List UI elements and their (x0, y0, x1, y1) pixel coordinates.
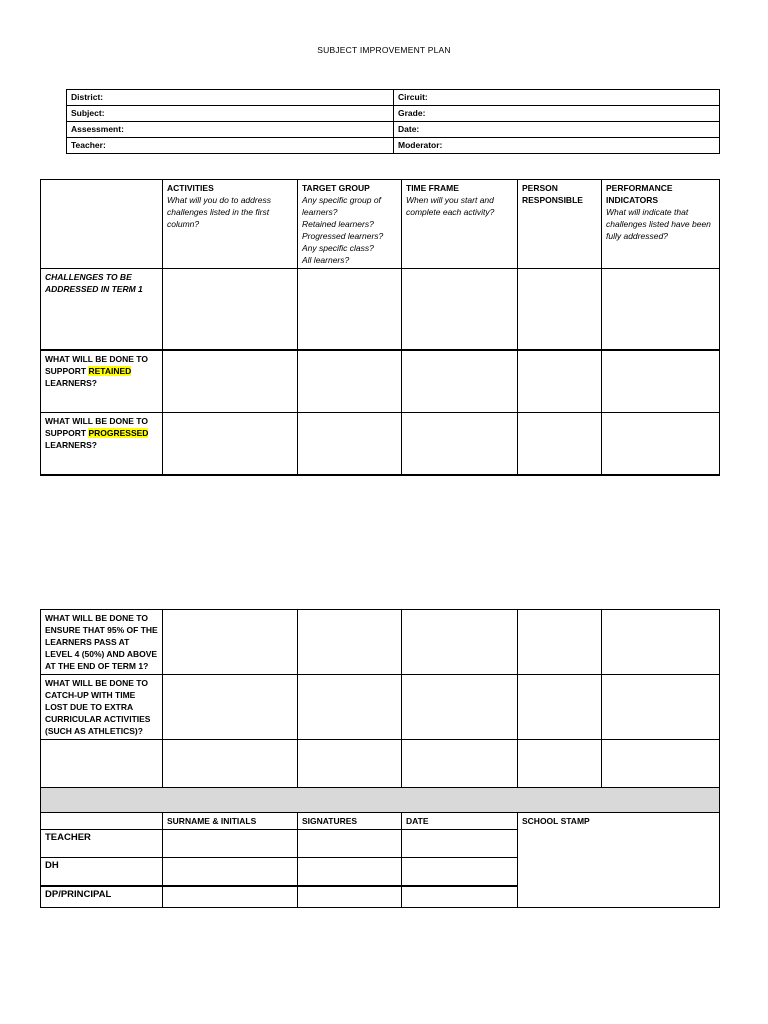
table-row (41, 610, 720, 675)
table-cell[interactable] (402, 886, 518, 908)
date-field[interactable]: Date: (394, 122, 720, 138)
table-row (41, 413, 720, 475)
signoff-header-row (41, 813, 720, 830)
table-cell[interactable] (602, 350, 720, 413)
table-cell[interactable] (163, 858, 298, 886)
surname-header: SURNAME & INITIALS (163, 813, 298, 830)
grade-field[interactable]: Grade: (394, 106, 720, 122)
person-title: PERSON RESPONSIBLE (522, 183, 583, 205)
grey-divider (41, 788, 720, 813)
table-cell[interactable] (518, 413, 602, 475)
table-cell[interactable] (602, 269, 720, 350)
table-cell[interactable] (402, 269, 518, 350)
table-cell[interactable] (518, 740, 602, 788)
activities-title: ACTIVITIES (167, 183, 214, 193)
performance-hint: What will indicate that challenges listed have been fully addressed? (606, 207, 711, 241)
table-cell[interactable] (402, 675, 518, 740)
circuit-field[interactable]: Circuit: (394, 90, 720, 106)
table-cell[interactable] (163, 413, 298, 475)
table-row (41, 350, 720, 413)
signatures-header: SIGNATURES (298, 813, 402, 830)
time-frame-title: TIME FRAME (406, 183, 459, 193)
assessment-field[interactable]: Assessment: (67, 122, 394, 138)
catchup-label: WHAT WILL BE DONE TO CATCH-UP WITH TIME LOST DUE TO EXTRA CURRICULAR ACTIVITIES (SUCH AS ATHLETICS)? (41, 675, 163, 740)
page-title: SUBJECT IMPROVEMENT PLAN (317, 45, 451, 55)
pass95-label: WHAT WILL BE DONE TO ENSURE THAT 95% OF THE LEARNERS PASS AT LEVEL 4 (50%) AND ABOVE AT THE END OF TERM 1? (41, 610, 163, 675)
signoff-empty-cell (41, 813, 163, 830)
teacher-field[interactable]: Teacher: (67, 138, 394, 154)
table-cell[interactable] (163, 610, 298, 675)
moderator-field[interactable]: Moderator: (394, 138, 720, 154)
header-target-group (298, 180, 402, 269)
table-cell[interactable] (298, 675, 402, 740)
target-group-hint-3: Progressed learners? (302, 231, 384, 241)
performance-title: PERFORMANCE INDICATORS (606, 183, 673, 205)
district-field[interactable]: District: (67, 90, 394, 106)
table-cell[interactable] (163, 269, 298, 350)
header-time-frame (402, 180, 518, 269)
dp-sign-label: DP/PRINCIPAL (41, 886, 163, 908)
table-cell[interactable] (163, 886, 298, 908)
table-cell[interactable] (518, 675, 602, 740)
table-cell[interactable] (402, 413, 518, 475)
target-group-title: TARGET GROUP (302, 183, 370, 193)
table-cell[interactable] (41, 740, 163, 788)
table-cell[interactable] (298, 886, 402, 908)
progressed-highlight: PROGRESSED (88, 428, 149, 438)
table-cell[interactable] (298, 350, 402, 413)
table-cell[interactable] (602, 413, 720, 475)
table-cell[interactable] (602, 675, 720, 740)
table-cell[interactable] (518, 350, 602, 413)
table-cell[interactable] (402, 858, 518, 886)
table-cell[interactable] (602, 610, 720, 675)
target-group-hint-4: Any specific class? (302, 243, 374, 253)
table-cell[interactable] (298, 610, 402, 675)
plan-table-1 (40, 179, 720, 476)
retained-highlight: RETAINED (88, 365, 132, 376)
table-cell[interactable] (402, 830, 518, 858)
header-person (518, 180, 602, 269)
challenges-label: CHALLENGES TO BE ADDRESSED IN TERM 1 (41, 269, 163, 350)
table-cell[interactable] (163, 830, 298, 858)
plan-table-2 (40, 609, 720, 908)
activities-hint: What will you do to address challenges listed in the first column? (167, 195, 271, 229)
info-table (66, 89, 720, 154)
school-stamp-area[interactable]: SCHOOL STAMP (518, 813, 720, 908)
subject-field[interactable]: Subject: (67, 106, 394, 122)
retained-label-end: LEARNERS? (45, 377, 97, 388)
table-cell[interactable] (163, 675, 298, 740)
divider-row (41, 788, 720, 813)
table-cell[interactable] (298, 740, 402, 788)
table-cell[interactable] (163, 740, 298, 788)
table-cell[interactable] (402, 610, 518, 675)
retained-label (41, 350, 163, 413)
table-cell[interactable] (602, 740, 720, 788)
progressed-label (41, 413, 163, 475)
header-activities (163, 180, 298, 269)
progressed-label-text: WHAT WILL BE DONE TO SUPPORT (45, 416, 148, 438)
header-empty-cell (41, 180, 163, 269)
header-row (41, 180, 720, 269)
date-header: DATE (402, 813, 518, 830)
table-cell[interactable] (518, 269, 602, 350)
dh-sign-label: DH (41, 858, 163, 886)
table-row (41, 675, 720, 740)
table-cell[interactable] (402, 740, 518, 788)
table-cell[interactable] (518, 610, 602, 675)
table-row (41, 269, 720, 350)
table-cell[interactable] (402, 350, 518, 413)
retained-label-text: WHAT WILL BE DONE TO SUPPORT (45, 353, 148, 376)
table-cell[interactable] (298, 269, 402, 350)
table-cell[interactable] (298, 858, 402, 886)
teacher-sign-label: TEACHER (41, 830, 163, 858)
progressed-label-end: LEARNERS? (45, 440, 97, 450)
target-group-hint-2: Retained learners? (302, 219, 374, 229)
table-cell[interactable] (163, 350, 298, 413)
time-frame-hint: When will you start and complete each activity? (406, 195, 495, 217)
table-cell[interactable] (298, 413, 402, 475)
table-row (41, 740, 720, 788)
header-performance (602, 180, 720, 269)
target-group-hint-1: Any specific group of learners? (302, 195, 381, 217)
table-cell[interactable] (298, 830, 402, 858)
target-group-hint-5: All learners? (302, 255, 350, 265)
